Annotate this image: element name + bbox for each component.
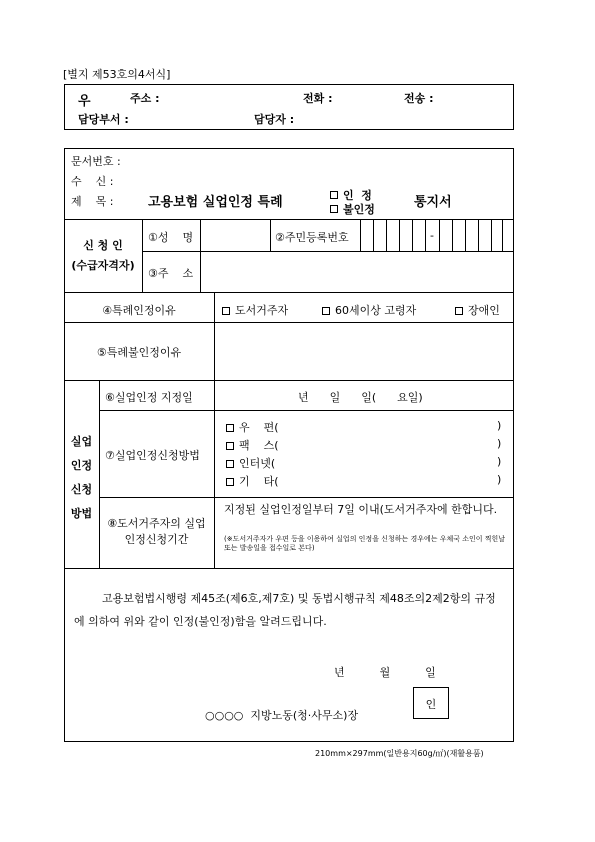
other-checkbox[interactable] <box>226 478 234 486</box>
subject-label: 제 목 : <box>71 195 114 208</box>
recipient-label: 수 신 : <box>71 175 114 188</box>
apply-option-mail-close: ) <box>497 419 502 432</box>
seal-box <box>413 687 449 719</box>
internet-label: 인터넷( <box>239 457 276 470</box>
applicant-label: 신 청 인 <box>83 239 123 252</box>
mail-label: 우 편( <box>239 421 279 434</box>
special-option-disabled <box>455 302 500 318</box>
island-period-label-sub: 인정신청기간 <box>124 533 189 546</box>
footer-date: 년 월 일 <box>334 666 436 679</box>
title-main: 고용보험 실업인정 특례 <box>148 195 283 210</box>
island-checkbox[interactable] <box>222 307 230 315</box>
divider <box>64 380 514 381</box>
title-option-deny <box>330 198 375 217</box>
special-option-island <box>222 302 288 318</box>
paper-spec: 210mm×297mm(일반용지60g/㎡)(재활용품) <box>315 749 484 758</box>
apply-option-other <box>226 473 279 489</box>
form-label: [별지 제53호의4서식] <box>63 68 171 81</box>
special-option-elderly <box>322 302 416 318</box>
method-group-label-3: 신청 <box>70 483 93 496</box>
postal-mark: 우 <box>78 94 91 109</box>
deny-label: 불인정 <box>343 203 375 216</box>
rrn-cell-divider <box>412 219 413 251</box>
rrn-cell-divider <box>491 219 492 251</box>
rrn-cell-divider <box>502 219 503 251</box>
address-label: ③주 소 <box>148 267 194 280</box>
island-period-note: (※도서거주자가 우편 등을 이용하여 실업의 인정을 신청하는 경우에는 우체국 소인이 찍힌날 또는 발송일을 접수일로 본다) <box>224 535 506 552</box>
divider <box>214 292 215 380</box>
disabled-checkbox[interactable] <box>455 307 463 315</box>
date-value: 년 일 일( 요일) <box>298 391 423 404</box>
rrn-cell-divider <box>478 219 479 251</box>
divider <box>142 219 143 292</box>
rrn-dash: - <box>430 229 434 242</box>
mail-checkbox[interactable] <box>226 424 234 432</box>
elderly-checkbox[interactable] <box>322 307 330 315</box>
method-group-label-2: 인정 <box>70 459 93 472</box>
header-address-label: 주소 : <box>130 92 160 105</box>
apply-option-fax-close: ) <box>497 437 502 450</box>
title-suffix: 통지서 <box>414 195 452 210</box>
header-fax-label: 전송 : <box>404 92 434 105</box>
header-phone-label: 전화 : <box>303 92 333 105</box>
special-reason-label: ④특례인정이유 <box>102 304 176 317</box>
name-label: ①성 명 <box>148 231 194 244</box>
internet-checkbox[interactable] <box>226 460 234 468</box>
apply-option-internet-close: ) <box>497 455 502 468</box>
apply-option-fax <box>226 437 279 453</box>
rrn-cell-divider <box>373 219 374 251</box>
grant-label: 인 정 <box>343 189 372 202</box>
divider <box>64 568 514 569</box>
island-label: 도서거주자 <box>235 304 289 317</box>
apply-option-mail <box>226 419 279 435</box>
rrn-label: ②주민등록번호 <box>275 231 349 244</box>
deny-checkbox[interactable] <box>330 205 338 213</box>
divider <box>214 380 215 568</box>
divider <box>64 219 514 220</box>
other-label: 기 타( <box>239 475 279 488</box>
footer-statement: 고용보험법시행령 제45조(제6호,제7호) 및 동법시행규칙 제48조의2제2항의 규정에 의하여 위와 같이 인정(불인정)함을 알려드립니다. <box>74 592 496 628</box>
divider <box>270 219 271 251</box>
divider <box>99 410 514 411</box>
apply-option-other-close: ) <box>497 473 502 486</box>
method-group-label-4: 방법 <box>70 507 93 520</box>
divider <box>99 497 514 498</box>
divider <box>360 219 361 251</box>
rrn-cell-divider <box>452 219 453 251</box>
fax-checkbox[interactable] <box>226 442 234 450</box>
deny-reason-label: ⑤특례불인정이유 <box>96 346 182 359</box>
method-group-label <box>64 430 99 526</box>
date-label: ⑥실업인정 지정일 <box>105 391 193 404</box>
rrn-cell-divider <box>465 219 466 251</box>
method-group-label-1: 실업 <box>70 435 93 448</box>
applicant-label-sub: (수급자격자) <box>71 259 135 272</box>
disabled-label: 장애인 <box>468 304 500 317</box>
seal-label: 인 <box>425 698 437 711</box>
fax-label: 팩 스( <box>239 439 279 452</box>
divider <box>64 292 514 293</box>
divider <box>64 322 514 323</box>
header-department-label: 담당부서 : <box>78 113 129 126</box>
island-period-text: 지정된 실업인정일부터 7일 이내(도서거주자에 한합니다. <box>224 503 498 516</box>
elderly-label: 60세이상 고령자 <box>335 304 417 317</box>
apply-option-internet <box>226 455 275 471</box>
rrn-cell-divider <box>386 219 387 251</box>
apply-method-label: ⑦실업인정신청방법 <box>105 449 200 462</box>
footer-issuer: ○○○○ 지방노동(청·사무소)장 <box>205 709 359 722</box>
doc-number-label: 문서번호 : <box>71 155 121 168</box>
divider <box>200 219 201 292</box>
rrn-cell-divider <box>439 219 440 251</box>
rrn-cell-divider <box>399 219 400 251</box>
divider <box>142 251 514 252</box>
island-period-label: ⑧도서거주자의 실업 <box>107 517 206 530</box>
header-manager-label: 담당자 : <box>254 113 295 126</box>
